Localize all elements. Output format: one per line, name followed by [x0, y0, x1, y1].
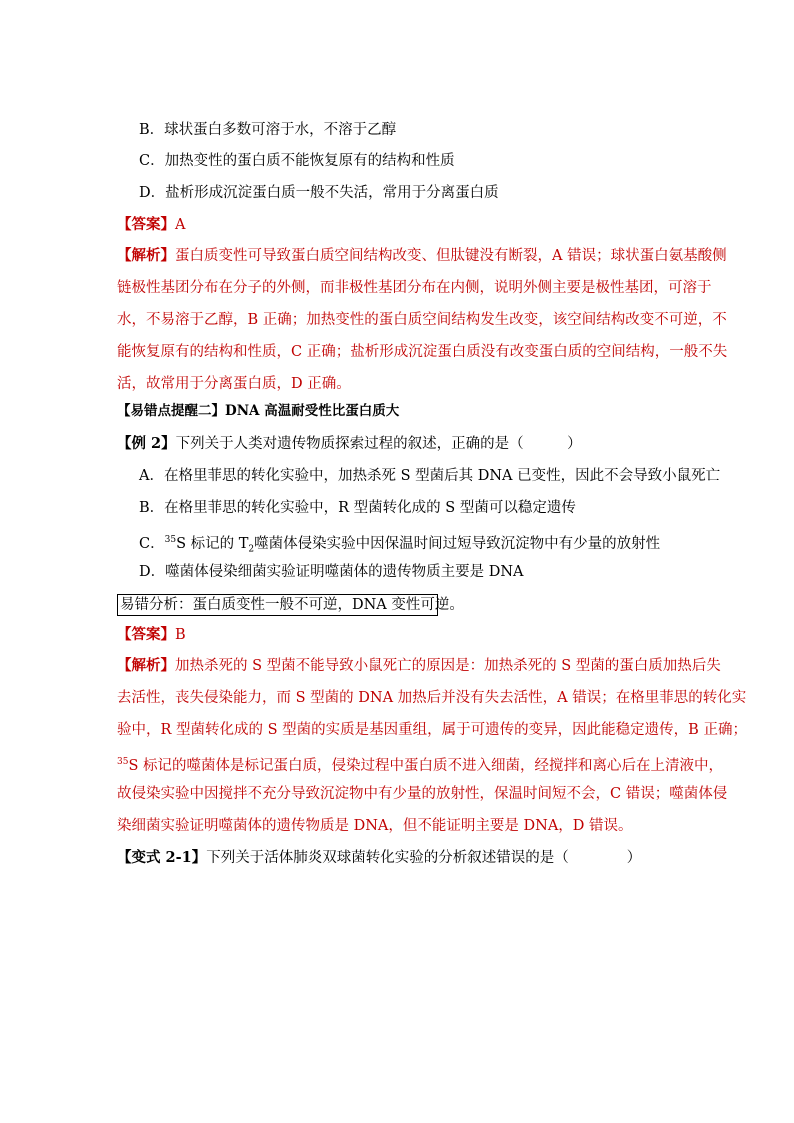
q2-analysis-line-5: 故侵染实验中因搅拌不充分导致沉淀物中有少量的放射性，保温时间短不会，C 错误；噬菌体侵	[117, 786, 728, 802]
q1-option-c: C．加热变性的蛋白质不能恢复原有的结构和性质	[139, 153, 455, 169]
variant-stem	[117, 848, 641, 868]
q1-analysis-line-4: 能恢复原有的结构和性质，C 正确；盐析形成沉淀蛋白质没有改变蛋白质的空间结构，一般不失	[117, 344, 728, 360]
q2-analysis-line-1: 【解析】加热杀死的 S 型菌不能导致小鼠死亡的原因是：加热杀死的 S 型菌的蛋白质加热后失	[117, 657, 721, 674]
q2-analysis-line-2: 去活性，丧失侵染能力，而 S 型菌的 DNA 加热后并没有失去活性，A 错误；在格里菲思的转化实	[117, 690, 747, 706]
q1-option-d: D．盐析形成沉淀蛋白质一般不失活，常用于分离蛋白质	[139, 185, 499, 201]
q2-analysis-line-4: $^{35}$S 标记的噬菌体是标记蛋白质，侵染过程中蛋白质不进入细菌，经搅拌和离心后在上清液中，	[117, 757, 723, 774]
q2-answer	[117, 625, 186, 645]
q2-option-c: C．$^{35}$S 标记的 $T_2$噬菌体侵染实验中因保温时间过短导致沉淀物中有少量的放射性	[139, 535, 661, 555]
variant-label: 【变式 2-1】	[117, 849, 207, 866]
answer-label: 【答案】	[117, 216, 175, 233]
q2-analysis-line-6: 染细菌实验证明噬菌体的遗传物质是 DNA，但不能证明主要是 DNA，D 错误。	[117, 818, 633, 834]
answer-value: B	[175, 627, 186, 643]
reminder-heading: 【易错点提醒二】DNA 高温耐受性比蛋白质大	[117, 403, 400, 419]
q1-analysis-line-1: 【解析】蛋白质变性可导致蛋白质空间结构改变、但肽键没有断裂，A 错误；球状蛋白氨基酸侧	[117, 247, 727, 264]
q2-option-d: D．噬菌体侵染细菌实验证明噬菌体的遗传物质主要是 DNA	[139, 564, 524, 580]
q2-analysis-line-3: 验中，R 型菌转化成的 S 型菌的实质是基因重组，属于可遗传的变异，因此能稳定遗传，B 正确；	[117, 722, 747, 738]
q1-analysis-line-5: 活，故常用于分离蛋白质，D 正确。	[117, 376, 351, 392]
q2-label: 【例 2】	[117, 435, 176, 452]
answer-value: A	[175, 217, 186, 233]
analysis-label: 【解析】	[117, 247, 175, 264]
q1-option-b: B．球状蛋白多数可溶于水，不溶于乙醇	[139, 122, 397, 138]
variant-stem-text: 下列关于活体肺炎双球菌转化实验的分析叙述错误的是（ ）	[206, 850, 642, 866]
q1-analysis-line-3: 水，不易溶于乙醇，B 正确；加热变性的蛋白质空间结构发生改变，该空间结构改变不可逆，不	[117, 312, 727, 328]
analysis-label: 【解析】	[117, 657, 175, 674]
q2-option-a: A．在格里菲思的转化实验中，加热杀死 S 型菌后其 DNA 已变性，因此不会导致小鼠死亡	[139, 468, 721, 484]
q2-option-b: B．在格里菲思的转化实验中，R 型菌转化成的 S 型菌可以稳定遗传	[139, 500, 576, 516]
error-analysis-text: 易错分析：蛋白质变性一般不可逆，DNA 变性可逆。	[120, 597, 464, 613]
q2-stem-text: 下列关于人类对遗传物质探索过程的叙述，正确的是（ ）	[175, 436, 582, 452]
error-analysis-box	[117, 594, 464, 616]
answer-label: 【答案】	[117, 626, 175, 643]
q1-answer	[117, 215, 185, 235]
q1-analysis-line-2: 链极性基团分布在分子的外侧，而非极性基团分布在内侧，说明外侧主要是极性基团，可溶于	[117, 280, 712, 296]
q2-stem	[117, 434, 582, 454]
